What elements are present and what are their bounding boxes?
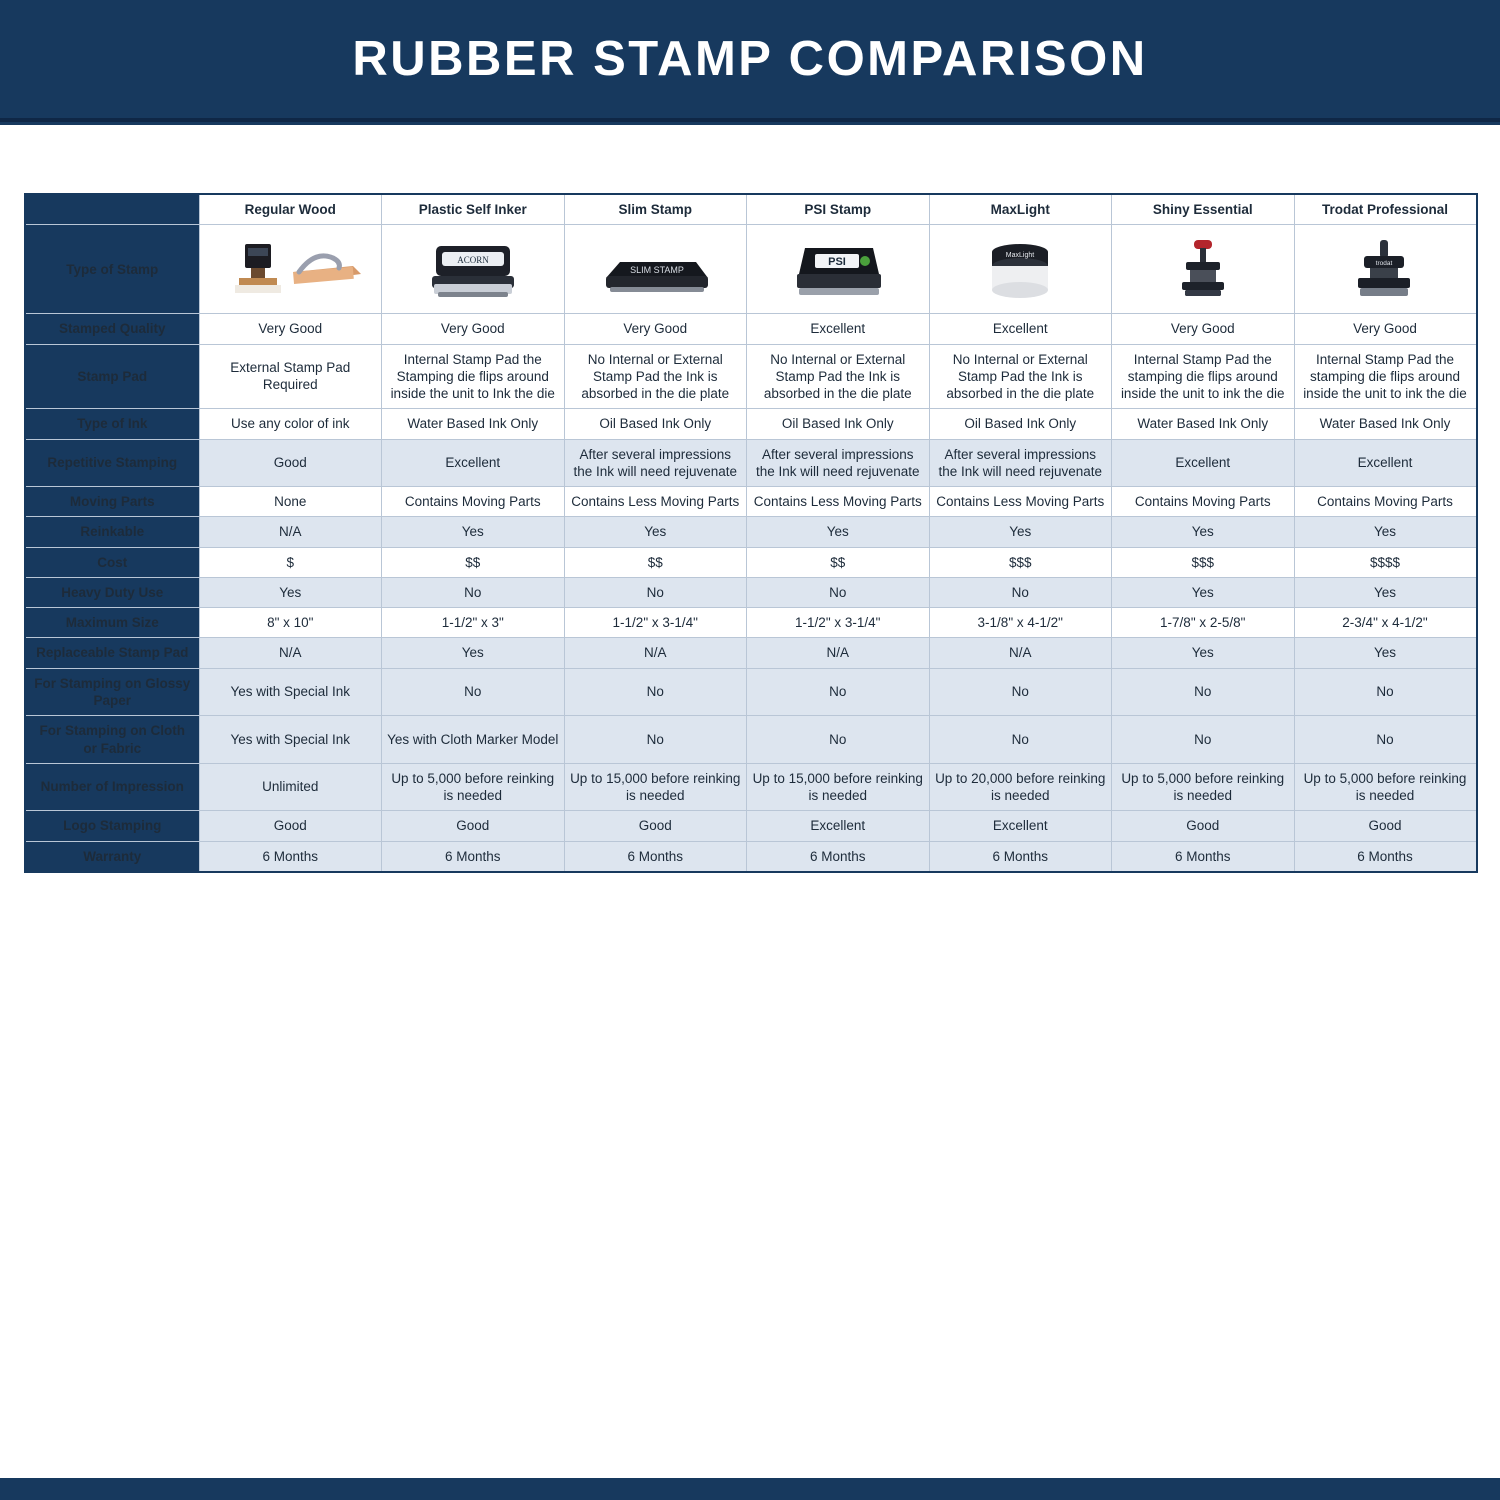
cell-number-of-impression-trodat-professional: Up to 5,000 before reinking is needed [1294,763,1477,811]
table-row [25,225,1477,314]
column-header-plastic-self-inker: Plastic Self Inker [382,194,565,225]
maxlight-stamp-icon [935,231,1107,307]
cell-number-of-impression-regular-wood: Unlimited [199,763,382,811]
cell-image-regular-wood [199,225,382,314]
row-label-glossy-paper: For Stamping on Glossy Paper [25,668,199,716]
table-container [0,131,1500,873]
cell-warranty-shiny-essential: 6 Months [1112,841,1295,872]
column-header-trodat-professional: Trodat Professional [1294,194,1477,225]
table-row [25,439,1477,487]
cell-stamped-quality-regular-wood: Very Good [199,314,382,344]
column-header-slim-stamp: Slim Stamp [564,194,747,225]
svg-text:PSI: PSI [827,256,846,269]
cell-replaceable-stamp-pad-plastic-self-inker: Yes [382,638,565,668]
cell-cost-plastic-self-inker: $$ [382,547,565,577]
cell-repetitive-stamping-slim-stamp: After several impressions the Ink will need rejuvenate [564,439,747,487]
cell-cost-maxlight: $$$ [929,547,1112,577]
cell-moving-parts-shiny-essential: Contains Moving Parts [1112,487,1295,517]
cell-cloth-or-fabric-maxlight: No [929,716,1112,764]
row-label-repetitive-stamping: Repetitive Stamping [25,439,199,487]
table-row [25,608,1477,638]
cell-repetitive-stamping-trodat-professional: Excellent [1294,439,1477,487]
row-label-heavy-duty-use: Heavy Duty Use [25,577,199,607]
cell-stamped-quality-trodat-professional: Very Good [1294,314,1477,344]
cell-logo-stamping-plastic-self-inker: Good [382,811,565,841]
row-label-logo-stamping: Logo Stamping [25,811,199,841]
table-row [25,314,1477,344]
cell-cloth-or-fabric-shiny-essential: No [1112,716,1295,764]
cell-reinkable-trodat-professional: Yes [1294,517,1477,547]
cell-stamped-quality-slim-stamp: Very Good [564,314,747,344]
cell-cost-trodat-professional: $$$$ [1294,547,1477,577]
column-header-maxlight: MaxLight [929,194,1112,225]
column-header-regular-wood: Regular Wood [199,194,382,225]
table-row [25,763,1477,811]
cell-cost-slim-stamp: $$ [564,547,747,577]
cell-image-maxlight [929,225,1112,314]
cell-heavy-duty-use-shiny-essential: Yes [1112,577,1295,607]
table-row [25,547,1477,577]
cell-type-of-ink-slim-stamp: Oil Based Ink Only [564,409,747,439]
cell-reinkable-regular-wood: N/A [199,517,382,547]
cell-moving-parts-plastic-self-inker: Contains Moving Parts [382,487,565,517]
svg-text:SLIM STAMP: SLIM STAMP [630,265,685,276]
cell-warranty-psi-stamp: 6 Months [747,841,930,872]
cell-heavy-duty-use-psi-stamp: No [747,577,930,607]
slim-stamp-icon [570,231,742,307]
cell-warranty-slim-stamp: 6 Months [564,841,747,872]
cell-logo-stamping-maxlight: Excellent [929,811,1112,841]
cell-stamp-pad-psi-stamp: No Internal or External Stamp Pad the Ink is absorbed in the die plate [747,344,930,409]
cell-reinkable-slim-stamp: Yes [564,517,747,547]
cell-heavy-duty-use-slim-stamp: No [564,577,747,607]
row-label-number-of-impression: Number of Impression [25,763,199,811]
cell-glossy-paper-slim-stamp: No [564,668,747,716]
row-label-moving-parts: Moving Parts [25,487,199,517]
cell-glossy-paper-trodat-professional: No [1294,668,1477,716]
cell-number-of-impression-psi-stamp: Up to 15,000 before reinking is needed [747,763,930,811]
cell-reinkable-plastic-self-inker: Yes [382,517,565,547]
page-header [0,0,1500,122]
cell-warranty-regular-wood: 6 Months [199,841,382,872]
cell-heavy-duty-use-regular-wood: Yes [199,577,382,607]
cell-repetitive-stamping-plastic-self-inker: Excellent [382,439,565,487]
cell-replaceable-stamp-pad-psi-stamp: N/A [747,638,930,668]
cell-reinkable-shiny-essential: Yes [1112,517,1295,547]
cell-moving-parts-slim-stamp: Contains Less Moving Parts [564,487,747,517]
cell-repetitive-stamping-regular-wood: Good [199,439,382,487]
cell-reinkable-psi-stamp: Yes [747,517,930,547]
table-row [25,811,1477,841]
cell-stamp-pad-trodat-professional: Internal Stamp Pad the stamping die flips around inside the unit to ink the die [1294,344,1477,409]
cell-repetitive-stamping-shiny-essential: Excellent [1112,439,1295,487]
cell-type-of-ink-psi-stamp: Oil Based Ink Only [747,409,930,439]
cell-maximum-size-regular-wood: 8" x 10" [199,608,382,638]
cell-number-of-impression-shiny-essential: Up to 5,000 before reinking is needed [1112,763,1295,811]
cell-number-of-impression-maxlight: Up to 20,000 before reinking is needed [929,763,1112,811]
cell-glossy-paper-shiny-essential: No [1112,668,1295,716]
cell-logo-stamping-psi-stamp: Excellent [747,811,930,841]
cell-number-of-impression-slim-stamp: Up to 15,000 before reinking is needed [564,763,747,811]
cell-maximum-size-psi-stamp: 1-1/2" x 3-1/4" [747,608,930,638]
cell-cloth-or-fabric-psi-stamp: No [747,716,930,764]
cell-type-of-ink-regular-wood: Use any color of ink [199,409,382,439]
cell-moving-parts-trodat-professional: Contains Moving Parts [1294,487,1477,517]
cell-image-trodat-professional [1294,225,1477,314]
cell-image-shiny-essential [1112,225,1295,314]
stamp-comparison-table [24,193,1478,873]
table-row [25,638,1477,668]
table-row [25,841,1477,872]
cell-stamp-pad-shiny-essential: Internal Stamp Pad the stamping die flips around inside the unit to ink the die [1112,344,1295,409]
table-row [25,577,1477,607]
header-divider [0,122,1500,131]
cell-cloth-or-fabric-plastic-self-inker: Yes with Cloth Marker Model [382,716,565,764]
page-title: RUBBER STAMP COMPARISON [352,31,1148,86]
cell-repetitive-stamping-psi-stamp: After several impressions the Ink will need rejuvenate [747,439,930,487]
cell-type-of-ink-maxlight: Oil Based Ink Only [929,409,1112,439]
cell-replaceable-stamp-pad-trodat-professional: Yes [1294,638,1477,668]
cell-maximum-size-maxlight: 3-1/8" x 4-1/2" [929,608,1112,638]
table-corner-cell [25,194,199,225]
column-header-shiny-essential: Shiny Essential [1112,194,1295,225]
cell-stamp-pad-regular-wood: External Stamp Pad Required [199,344,382,409]
table-row [25,344,1477,409]
cell-glossy-paper-maxlight: No [929,668,1112,716]
cell-stamp-pad-slim-stamp: No Internal or External Stamp Pad the Ink is absorbed in the die plate [564,344,747,409]
cell-cloth-or-fabric-trodat-professional: No [1294,716,1477,764]
plastic-self-inker-icon [387,231,559,307]
cell-warranty-maxlight: 6 Months [929,841,1112,872]
cell-cost-regular-wood: $ [199,547,382,577]
cell-stamped-quality-psi-stamp: Excellent [747,314,930,344]
cell-replaceable-stamp-pad-slim-stamp: N/A [564,638,747,668]
cell-maximum-size-plastic-self-inker: 1-1/2" x 3" [382,608,565,638]
cell-image-psi-stamp [747,225,930,314]
cell-replaceable-stamp-pad-regular-wood: N/A [199,638,382,668]
svg-text:trodat: trodat [1375,260,1393,268]
cell-type-of-ink-shiny-essential: Water Based Ink Only [1112,409,1295,439]
cell-cloth-or-fabric-slim-stamp: No [564,716,747,764]
cell-stamp-pad-plastic-self-inker: Internal Stamp Pad the Stamping die flips around inside the unit to Ink the die [382,344,565,409]
svg-text:MaxLight: MaxLight [1006,252,1035,260]
cell-moving-parts-maxlight: Contains Less Moving Parts [929,487,1112,517]
cell-stamped-quality-shiny-essential: Very Good [1112,314,1295,344]
cell-moving-parts-psi-stamp: Contains Less Moving Parts [747,487,930,517]
cell-type-of-ink-plastic-self-inker: Water Based Ink Only [382,409,565,439]
row-label-stamped-quality: Stamped Quality [25,314,199,344]
cell-heavy-duty-use-trodat-professional: Yes [1294,577,1477,607]
row-label-type-of-stamp: Type of Stamp [25,225,199,314]
row-label-replaceable-stamp-pad: Replaceable Stamp Pad [25,638,199,668]
row-label-stamp-pad: Stamp Pad [25,344,199,409]
column-header-psi-stamp: PSI Stamp [747,194,930,225]
cell-maximum-size-shiny-essential: 1-7/8" x 2-5/8" [1112,608,1295,638]
cell-reinkable-maxlight: Yes [929,517,1112,547]
row-label-cloth-or-fabric: For Stamping on Cloth or Fabric [25,716,199,764]
cell-logo-stamping-slim-stamp: Good [564,811,747,841]
cell-glossy-paper-psi-stamp: No [747,668,930,716]
cell-cloth-or-fabric-regular-wood: Yes with Special Ink [199,716,382,764]
cell-image-slim-stamp [564,225,747,314]
cell-cost-psi-stamp: $$ [747,547,930,577]
table-row [25,716,1477,764]
cell-logo-stamping-trodat-professional: Good [1294,811,1477,841]
cell-glossy-paper-regular-wood: Yes with Special Ink [199,668,382,716]
table-row [25,409,1477,439]
cell-cost-shiny-essential: $$$ [1112,547,1295,577]
shiny-essential-stamp-icon [1117,231,1289,307]
psi-stamp-icon [752,231,924,307]
cell-stamped-quality-plastic-self-inker: Very Good [382,314,565,344]
cell-heavy-duty-use-maxlight: No [929,577,1112,607]
cell-stamped-quality-maxlight: Excellent [929,314,1112,344]
table-header-row [25,194,1477,225]
svg-text:ACORN: ACORN [456,255,489,266]
row-label-type-of-ink: Type of Ink [25,409,199,439]
cell-logo-stamping-regular-wood: Good [199,811,382,841]
cell-heavy-duty-use-plastic-self-inker: No [382,577,565,607]
cell-maximum-size-slim-stamp: 1-1/2" x 3-1/4" [564,608,747,638]
cell-type-of-ink-trodat-professional: Water Based Ink Only [1294,409,1477,439]
cell-replaceable-stamp-pad-shiny-essential: Yes [1112,638,1295,668]
cell-image-plastic-self-inker [382,225,565,314]
row-label-maximum-size: Maximum Size [25,608,199,638]
cell-replaceable-stamp-pad-maxlight: N/A [929,638,1112,668]
cell-maximum-size-trodat-professional: 2-3/4" x 4-1/2" [1294,608,1477,638]
wood-stamp-icon [205,231,377,307]
cell-warranty-trodat-professional: 6 Months [1294,841,1477,872]
trodat-professional-stamp-icon [1300,231,1471,307]
cell-number-of-impression-plastic-self-inker: Up to 5,000 before reinking is needed [382,763,565,811]
cell-repetitive-stamping-maxlight: After several impressions the Ink will need rejuvenate [929,439,1112,487]
table-row [25,517,1477,547]
table-row [25,487,1477,517]
table-row [25,668,1477,716]
cell-logo-stamping-shiny-essential: Good [1112,811,1295,841]
cell-stamp-pad-maxlight: No Internal or External Stamp Pad the Ink is absorbed in the die plate [929,344,1112,409]
footer-bar [0,1478,1500,1500]
row-label-reinkable: Reinkable [25,517,199,547]
cell-warranty-plastic-self-inker: 6 Months [382,841,565,872]
cell-glossy-paper-plastic-self-inker: No [382,668,565,716]
row-label-warranty: Warranty [25,841,199,872]
cell-moving-parts-regular-wood: None [199,487,382,517]
row-label-cost: Cost [25,547,199,577]
